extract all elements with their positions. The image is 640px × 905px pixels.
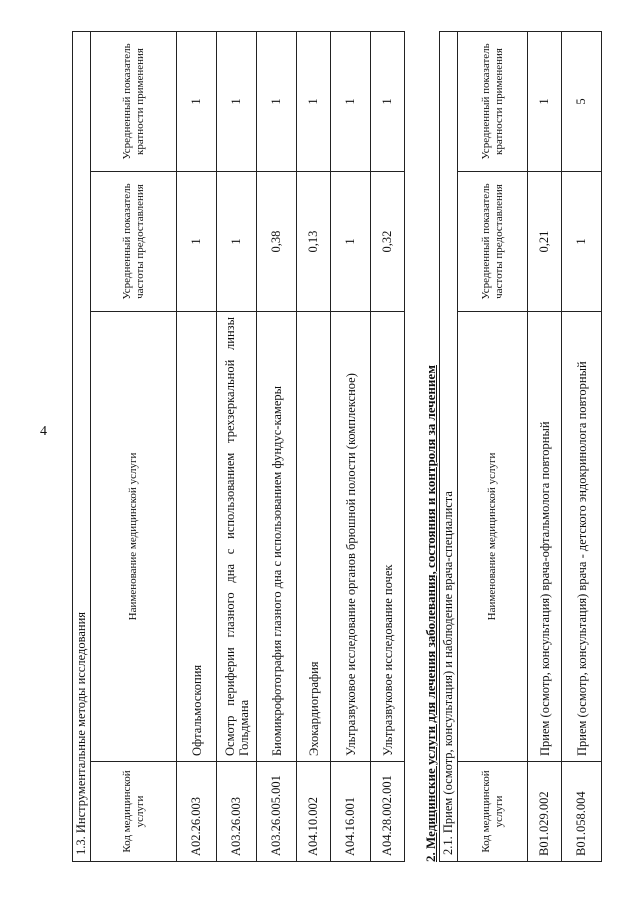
specialist-visits-table xyxy=(439,31,602,862)
multiplicity-value: 1 xyxy=(217,31,257,171)
multiplicity-value: 1 xyxy=(297,31,331,171)
frequency-value: 1 xyxy=(177,172,217,312)
header-multiplicity: Усредненный показатель кратности применения xyxy=(458,31,528,171)
header-frequency: Усредненный показатель частоты предоставления xyxy=(91,172,177,312)
table-row xyxy=(297,31,331,861)
service-name: Эхокардиография xyxy=(297,312,331,762)
section-title: 2. Медицинские услуги для лечения заболевания, состояния и контроля за лечением xyxy=(423,364,438,862)
service-code: A03.26.003 xyxy=(217,762,257,862)
multiplicity-value: 1 xyxy=(528,31,562,171)
service-code: A04.10.002 xyxy=(297,762,331,862)
service-name: Офтальмоскопия xyxy=(177,312,217,762)
table-caption: 1.3. Инструментальные методы исследования xyxy=(73,31,91,861)
header-frequency: Усредненный показатель частоты предоставления xyxy=(458,172,528,312)
frequency-value: 1 xyxy=(217,172,257,312)
header-code: Код медицинской услуги xyxy=(458,762,528,862)
instrumental-methods-table xyxy=(72,31,405,862)
service-code: A02.26.003 xyxy=(177,762,217,862)
service-name: Ультразвуковое исследование почек xyxy=(371,312,405,762)
frequency-value: 1 xyxy=(562,172,602,312)
multiplicity-value: 1 xyxy=(331,31,371,171)
service-code: B01.058.004 xyxy=(562,762,602,862)
frequency-value: 0,13 xyxy=(297,172,331,312)
header-name: Наименование медицинской услуги xyxy=(91,312,177,762)
table-row xyxy=(217,31,257,861)
page-number: 4 xyxy=(40,424,47,439)
multiplicity-value: 1 xyxy=(257,31,297,171)
service-name: Прием (осмотр, консультация) врача - детского эндокринолога повторный xyxy=(562,312,602,762)
table-row xyxy=(257,31,297,861)
service-code: A03.26.005.001 xyxy=(257,762,297,862)
header-name: Наименование медицинской услуги xyxy=(458,312,528,762)
service-name: Осмотр периферии глазного дна с использованием трехзеркальной линзы Гольдмана xyxy=(217,312,257,762)
multiplicity-value: 1 xyxy=(371,31,405,171)
table-row xyxy=(528,31,562,861)
table-row xyxy=(562,31,602,861)
table-row xyxy=(177,31,217,861)
service-code: A04.16.001 xyxy=(331,762,371,862)
service-name: Биомикрофотография глазного дна с использованием фундус-камеры xyxy=(257,312,297,762)
frequency-value: 1 xyxy=(331,172,371,312)
table-caption: 2.1. Прием (осмотр, консультация) и наблюдение врача-специалиста xyxy=(440,31,458,861)
table-row xyxy=(331,31,371,861)
frequency-value: 0,21 xyxy=(528,172,562,312)
service-name: Прием (осмотр, консультация) врача-офтальмолога повторный xyxy=(528,312,562,762)
frequency-value: 0,32 xyxy=(371,172,405,312)
service-code: A04.28.002.001 xyxy=(371,762,405,862)
header-code: Код медицинской услуги xyxy=(91,762,177,862)
service-name: Ультразвуковое исследование органов брюшной полости (комплексное) xyxy=(331,312,371,762)
rotated-content xyxy=(72,32,589,862)
table-row xyxy=(371,31,405,861)
header-multiplicity: Усредненный показатель кратности применения xyxy=(91,31,177,171)
multiplicity-value: 1 xyxy=(177,31,217,171)
service-code: B01.029.002 xyxy=(528,762,562,862)
frequency-value: 0,38 xyxy=(257,172,297,312)
multiplicity-value: 5 xyxy=(562,31,602,171)
